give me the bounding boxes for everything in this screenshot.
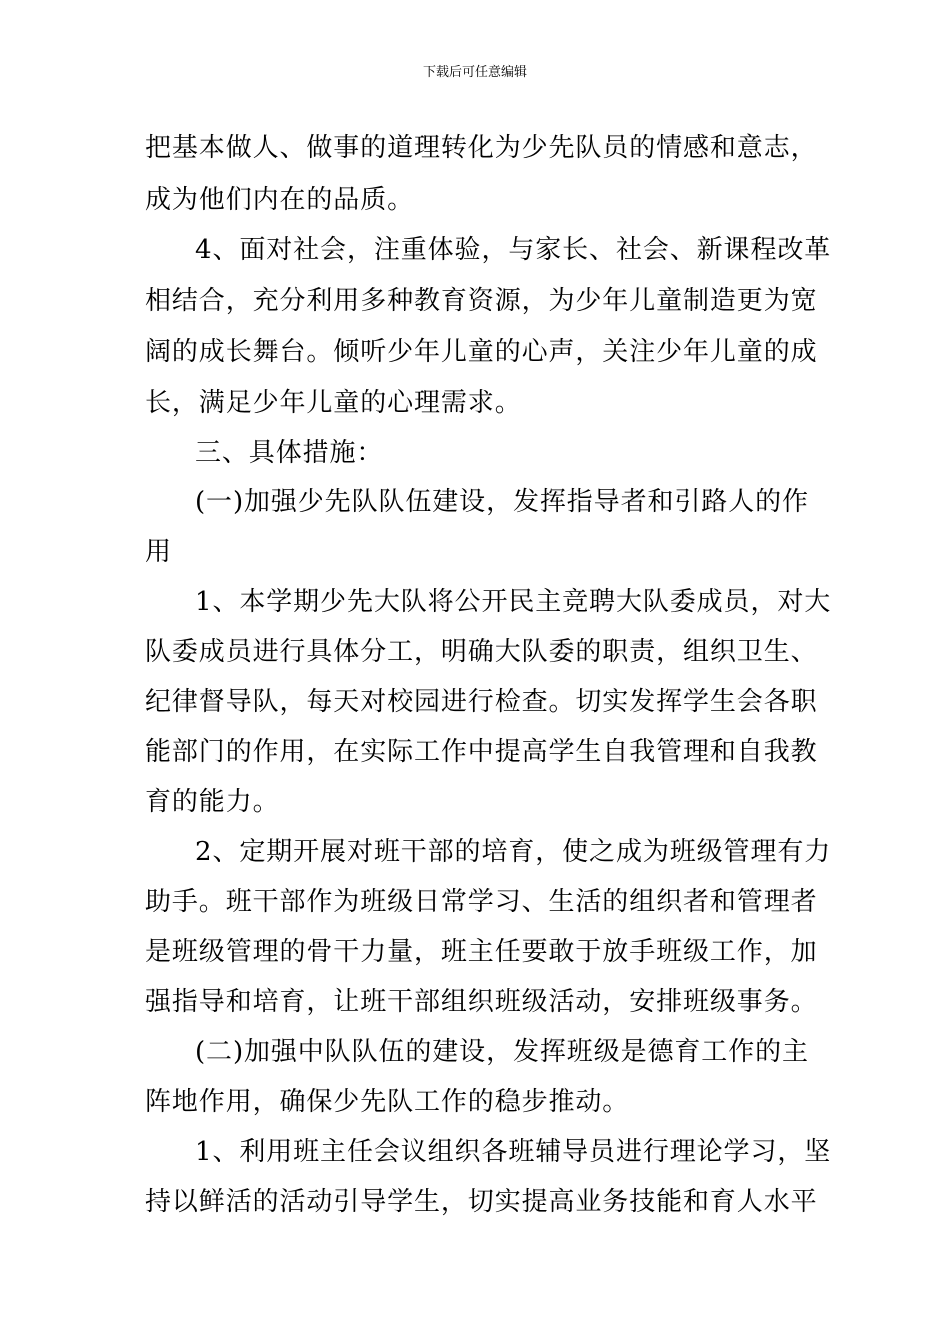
body-line: 强指导和培育，让班干部组织班级活动，安排班级事务。 <box>145 987 818 1017</box>
body-line: 是班级管理的骨干力量，班主任要敢于放手班级工作，加 <box>145 937 818 967</box>
paragraph-start-line: 1、利用班主任会议组织各班辅导员进行理论学习，坚 <box>195 1137 832 1167</box>
body-line: 助手。班干部作为班级日常学习、生活的组织者和管理者 <box>145 887 818 917</box>
body-line: 把基本做人、做事的道理转化为少先队员的情感和意志， <box>145 133 818 163</box>
body-line: 长，满足少年儿童的心理需求。 <box>145 388 522 418</box>
body-line: 相结合，充分利用多种教育资源，为少年儿童制造更为宽 <box>145 286 818 316</box>
subsection-heading-line: 用 <box>145 537 172 567</box>
body-line: 能部门的作用，在实际工作中提高学生自我管理和自我教 <box>145 737 818 767</box>
subsection-heading-line: (一)加强少先队队伍建设，发挥指导者和引路人的作 <box>195 487 809 517</box>
subsection-heading-line: (二)加强中队队伍的建设，发挥班级是德育工作的主 <box>195 1037 809 1067</box>
paragraph-start-line: 2、定期开展对班干部的培育，使之成为班级管理有力 <box>195 837 832 867</box>
paragraph-start-line: 4、面对社会，注重体验，与家长、社会、新课程改革 <box>195 235 832 265</box>
body-line: 持以鲜活的活动引导学生，切实提高业务技能和育人水平 <box>145 1187 818 1217</box>
body-line: 育的能力。 <box>145 787 280 817</box>
subsection-heading-line: 阵地作用，确保少先队工作的稳步推动。 <box>145 1087 630 1117</box>
body-line: 纪律督导队，每天对校园进行检查。切实发挥学生会各职 <box>145 687 818 717</box>
section-heading: 三、具体措施： <box>195 438 384 468</box>
page-header: 下载后可任意编辑 <box>422 65 527 80</box>
body-line: 队委成员进行具体分工，明确大队委的职责，组织卫生、 <box>145 637 818 667</box>
paragraph-start-line: 1、本学期少先大队将公开民主竞聘大队委成员，对大 <box>195 587 832 617</box>
body-line: 成为他们内在的品质。 <box>145 185 415 215</box>
body-line: 阔的成长舞台。倾听少年儿童的心声，关注少年儿童的成 <box>145 337 818 367</box>
